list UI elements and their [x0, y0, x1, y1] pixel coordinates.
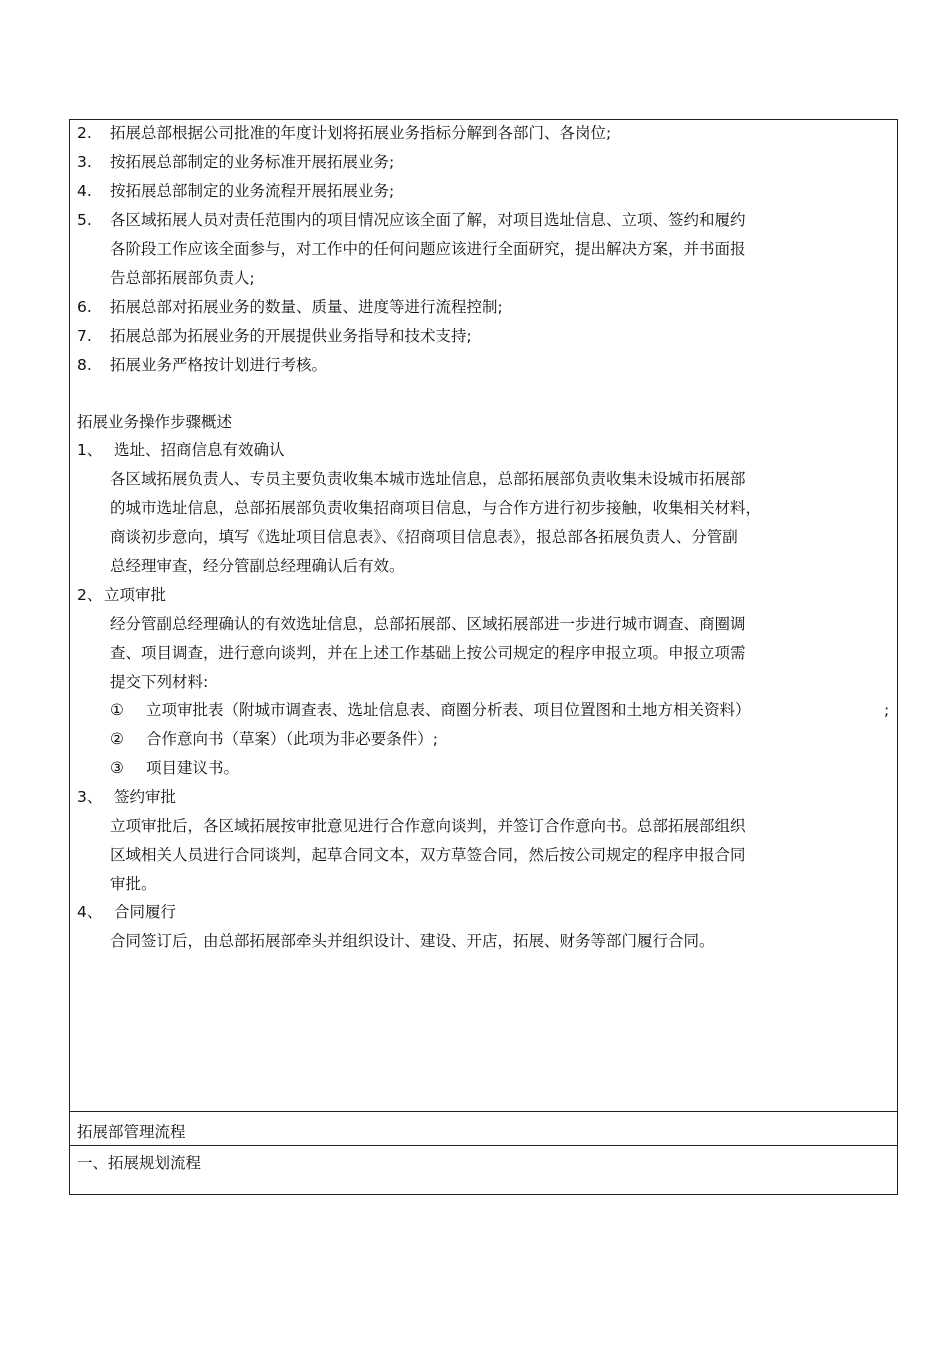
material-mark: ③	[110, 759, 124, 777]
list-item-text: 拓展业务严格按计划进行考核。	[110, 356, 328, 374]
step-body-line: 合同签订后，由总部拓展部牵头并组织设计、建设、开店，拓展、财务等部门履行合同。	[110, 932, 715, 950]
list-item-number: 5.	[77, 211, 92, 229]
section-divider	[70, 1145, 897, 1146]
step-body-line: 总经理审查，经分管副总经理确认后有效。	[110, 557, 405, 575]
list-item-text: 拓展总部为拓展业务的开展提供业务指导和技术支持;	[110, 327, 472, 345]
step-body-line: 商谈初步意向，填写《选址项目信息表》、《招商项目信息表》，报总部各拓展负责人、分管副	[110, 528, 738, 546]
list-item-number: 4.	[77, 182, 92, 200]
step-body-line: 立项审批后，各区域拓展按审批意见进行合作意向谈判，并签订合作意向书。总部拓展部组织	[110, 817, 746, 835]
list-item-text: 按拓展总部制定的业务标准开展拓展业务;	[110, 153, 395, 171]
material-text: 立项审批表（附城市调查表、选址信息表、商圈分析表、项目位置图和土地方相关资料）	[146, 701, 751, 719]
material-tail: ;	[884, 701, 890, 719]
step-body-line: 的城市选址信息，总部拓展部负责收集招商项目信息，与合作方进行初步接触，收集相关材料，	[110, 499, 762, 517]
step-number: 2、	[77, 586, 103, 604]
step-body-line: 审批。	[110, 875, 157, 893]
list-item-text: 按拓展总部制定的业务流程开展拓展业务;	[110, 182, 395, 200]
list-item-number: 8.	[77, 356, 92, 374]
section-divider	[70, 1111, 897, 1112]
step-title: 合同履行	[114, 903, 177, 921]
step-title: 选址、招商信息有效确认	[114, 441, 285, 459]
step-body-line: 查、项目调查，进行意向谈判，并在上述工作基础上按公司规定的程序申报立项。申报立项需	[110, 644, 746, 662]
step-body-line: 经分管副总经理确认的有效选址信息，总部拓展部、区域拓展部进一步进行城市调查、商圈调	[110, 615, 746, 633]
step-body-line: 提交下列材料:	[110, 673, 209, 691]
step-title: 立项审批	[104, 586, 167, 604]
step-number: 1、	[77, 441, 103, 459]
list-item-text: 各区域拓展人员对责任范围内的项目情况应该全面了解，对项目选址信息、立项、签约和履约	[110, 211, 746, 229]
list-item-text: 告总部拓展部负责人;	[110, 269, 255, 287]
step-body-line: 各区域拓展负责人、专员主要负责收集本城市选址信息，总部拓展部负责收集未设城市拓展部	[110, 470, 746, 488]
step-title: 签约审批	[114, 788, 177, 806]
subsection-heading: 一、拓展规划流程	[77, 1154, 202, 1172]
list-item-number: 2.	[77, 124, 92, 142]
step-body-line: 区域相关人员进行合同谈判，起草合同文本，双方草签合同，然后按公司规定的程序申报合同	[110, 846, 746, 864]
section-heading: 拓展部管理流程	[77, 1123, 186, 1141]
overview-title: 拓展业务操作步骤概述	[77, 413, 233, 431]
material-mark: ②	[110, 730, 124, 748]
material-mark: ①	[110, 701, 124, 719]
material-text: 合作意向书（草案）（此项为非必要条件）;	[146, 730, 438, 748]
list-item-number: 3.	[77, 153, 92, 171]
list-item-text: 拓展总部根据公司批准的年度计划将拓展业务指标分解到各部门、各岗位;	[110, 124, 612, 142]
list-item-text: 拓展总部对拓展业务的数量、质量、进度等进行流程控制;	[110, 298, 503, 316]
material-text: 项目建议书。	[146, 759, 240, 777]
step-number: 3、	[77, 788, 103, 806]
list-item-number: 7.	[77, 327, 92, 345]
step-number: 4、	[77, 903, 103, 921]
list-item-number: 6.	[77, 298, 92, 316]
list-item-text: 各阶段工作应该全面参与，对工作中的任何问题应该进行全面研究，提出解决方案，并书面报	[110, 240, 746, 258]
